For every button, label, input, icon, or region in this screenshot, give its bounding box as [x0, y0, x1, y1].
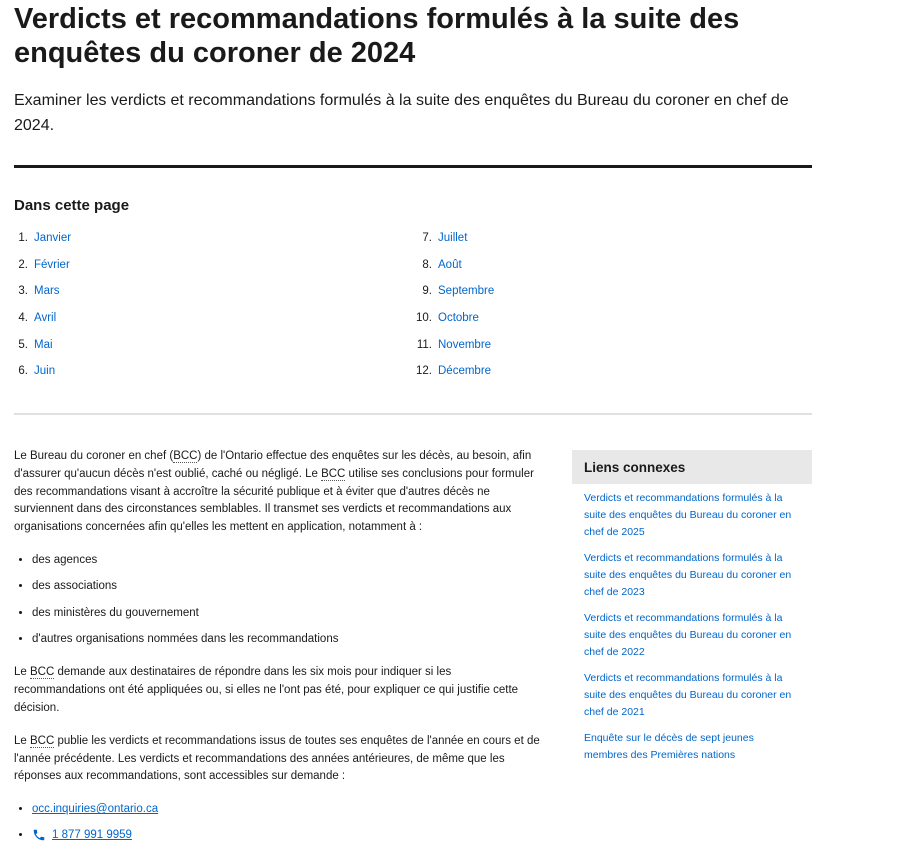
- toc-number: 12.: [416, 365, 432, 378]
- toc-link-avril[interactable]: Avril: [34, 312, 57, 325]
- related-link-2021[interactable]: Verdicts et recommandations formulés à la suite des enquêtes du Bureau du coroner en chef de 2021: [584, 672, 792, 718]
- response-paragraph: [14, 664, 544, 717]
- bcc-abbreviation: BCC: [30, 734, 55, 747]
- toc-item: [14, 252, 71, 279]
- toc-link-mars[interactable]: Mars: [34, 285, 60, 298]
- toc-link-octobre[interactable]: Octobre: [438, 312, 479, 325]
- text-span: ) de l'Ontario effectue des enquêtes sur les décès, au besoin, afin d'assurer qu'aucun décès n'est oublié, caché ou négligé. Le: [14, 450, 532, 480]
- toc-number: 3.: [18, 285, 28, 298]
- text-span: Le: [14, 666, 30, 679]
- text-span: Le Bureau du coroner en chef (: [14, 450, 174, 462]
- email-link[interactable]: occ.inquiries@ontario.ca: [32, 803, 159, 816]
- publication-paragraph: [14, 733, 544, 786]
- toc-link-septembre[interactable]: Septembre: [438, 285, 495, 298]
- toc-item: [14, 305, 71, 332]
- toc-item: [14, 225, 71, 252]
- list-item: • d'autres organisations nommées dans les recommandations: [32, 631, 544, 648]
- toc-number: 2.: [18, 258, 28, 271]
- header-divider: [14, 165, 812, 168]
- list-item: [584, 610, 800, 661]
- related-link-2022[interactable]: Verdicts et recommandations formulés à la suite des enquêtes du Bureau du coroner en chef de 2022: [584, 612, 792, 658]
- toc-item: [412, 331, 494, 358]
- toc-item: [14, 358, 71, 385]
- main-content: [14, 448, 544, 853]
- toc-item: [14, 278, 71, 305]
- list-item: [584, 730, 800, 764]
- recipients-list: [14, 552, 544, 649]
- toc-item: [412, 358, 494, 385]
- contact-list: [14, 801, 544, 844]
- related-link-first-nations-inquest[interactable]: Enquête sur le décès de sept jeunes membres des Premières nations: [584, 732, 754, 761]
- contact-phone-item: [32, 827, 544, 844]
- page-title: Verdicts et recommandations formulés à la suite des enquêtes du coroner de 2024: [14, 3, 740, 69]
- contact-email-item: [32, 801, 544, 818]
- related-link-2025[interactable]: Verdicts et recommandations formulés à la suite des enquêtes du Bureau du coroner en chef de 2025: [584, 492, 792, 538]
- toc-list-left: [14, 225, 71, 385]
- list-item: • des agences: [32, 552, 544, 569]
- toc-link-janvier[interactable]: Janvier: [34, 232, 72, 245]
- phone-icon: [32, 828, 46, 842]
- toc-link-mai[interactable]: Mai: [34, 338, 53, 351]
- toc-number: 11.: [416, 338, 432, 351]
- toc-number: 1.: [18, 232, 28, 245]
- toc-item: [412, 278, 494, 305]
- toc-number: 6.: [18, 365, 28, 378]
- bcc-abbreviation: BCC: [321, 467, 346, 480]
- toc-link-juillet[interactable]: Juillet: [438, 232, 468, 245]
- text-span: publie les verdicts et recommandations issus de toutes ses enquêtes de l'année en cours et de l'année précédente. Les verdicts et recommandations des années antérieures, de même que les réponses aux recommandations, sont accessibles sur demande :: [14, 734, 540, 783]
- phone-link[interactable]: 1 877 991 9959: [52, 829, 132, 842]
- bcc-abbreviation: BCC: [30, 666, 55, 679]
- list-item: [584, 670, 800, 721]
- toc-number: 10.: [416, 312, 432, 325]
- toc-number: 7.: [422, 232, 432, 245]
- related-links-list: [572, 484, 812, 764]
- related-links-sidebar: [572, 450, 812, 773]
- toc-link-novembre[interactable]: Novembre: [438, 338, 492, 351]
- toc-number: 8.: [422, 258, 432, 271]
- text-span: utilise ses conclusions pour formuler des recommandations visant à accroître la sécurité publique et à éviter que d'autres décès ne surviennent dans des circonstances semblables. Il transmet ses verdicts et recommandations aux organisations concernées afin qu'elles les mettent en application, notamment à :: [14, 467, 534, 534]
- toc-number: 5.: [18, 338, 28, 351]
- related-link-2023[interactable]: Verdicts et recommandations formulés à la suite des enquêtes du Bureau du coroner en chef de 2023: [584, 552, 792, 598]
- toc-item: [412, 225, 494, 252]
- toc-number: 9.: [422, 285, 432, 298]
- text-span: demande aux destinataires de répondre dans les six mois pour indiquer si les recommandations ont été appliquées ou, si elles ne l'ont pas été, pour expliquer ce qui justifie cette décision.: [14, 666, 519, 715]
- list-item: [584, 490, 800, 541]
- toc-divider: [14, 413, 812, 415]
- toc-link-aout[interactable]: Août: [438, 258, 462, 271]
- intro-paragraph: [14, 448, 544, 537]
- list-item: • des ministères du gouvernement: [32, 605, 544, 622]
- page-lead: Examiner les verdicts et recommandations formulés à la suite des enquêtes du Bureau du coroner en chef de 2024.: [14, 92, 789, 134]
- text-span: Le: [14, 734, 30, 747]
- list-item: • des associations: [32, 578, 544, 595]
- toc-item: [412, 252, 494, 279]
- related-links-heading: Liens connexes: [572, 450, 812, 484]
- toc-item: [14, 331, 71, 358]
- bcc-abbreviation: BCC: [173, 450, 198, 462]
- list-item: [584, 550, 800, 601]
- toc-item: [412, 305, 494, 332]
- toc-link-decembre[interactable]: Décembre: [438, 365, 492, 378]
- toc-link-juin[interactable]: Juin: [34, 365, 56, 378]
- toc-list-right: [412, 225, 494, 385]
- toc-heading: Dans cette page: [14, 197, 130, 214]
- toc-link-fevrier[interactable]: Février: [34, 258, 70, 271]
- toc-number: 4.: [18, 312, 28, 325]
